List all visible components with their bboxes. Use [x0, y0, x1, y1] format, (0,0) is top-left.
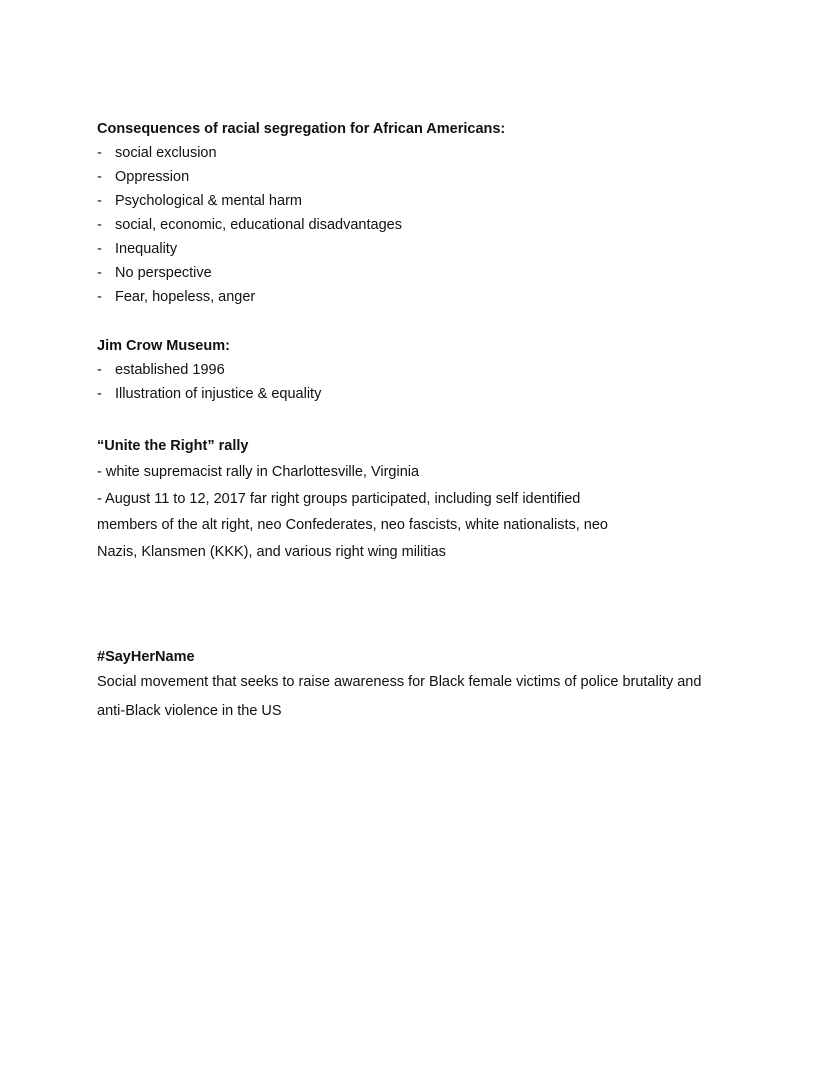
paragraph-line: Nazis, Klansmen (KKK), and various right wing militias — [97, 543, 446, 560]
dash-bullet: - — [97, 169, 102, 185]
dash-bullet: - — [97, 217, 102, 233]
dash-bullet: - — [97, 386, 102, 402]
paragraph-line: Social movement that seeks to raise awareness for Black female victims of police brutality and — [97, 674, 702, 690]
list-item: - social exclusion — [97, 141, 757, 165]
jim-crow-section — [97, 336, 757, 406]
unite-the-right-heading: “Unite the Right” rally — [97, 438, 249, 454]
paragraph-line: - white supremacist rally in Charlottesville, Virginia — [97, 464, 420, 480]
consequences-section — [97, 119, 757, 309]
dash-bullet: - — [97, 265, 102, 281]
say-her-name-heading: #SayHerName — [97, 649, 195, 665]
unite-the-right-section — [97, 436, 757, 565]
dash-bullet: - — [97, 145, 102, 161]
list-item: - Illustration of injustice & equality — [97, 382, 757, 406]
list-item: - Fear, hopeless, anger — [97, 285, 757, 309]
paragraph-line: anti-Black violence in the US — [97, 702, 282, 719]
list-item: - established 1996 — [97, 358, 757, 382]
dash-bullet: - — [97, 193, 102, 209]
list-item: - Inequality — [97, 237, 757, 261]
list-item: - No perspective — [97, 261, 757, 285]
dash-bullet: - — [97, 289, 102, 305]
say-her-name-section — [97, 647, 757, 724]
dash-bullet: - — [97, 362, 102, 378]
dash-bullet: - — [97, 241, 102, 257]
consequences-heading: Consequences of racial segregation for African Americans: — [97, 121, 506, 137]
list-item: - Psychological & mental harm — [97, 189, 757, 213]
jim-crow-heading: Jim Crow Museum: — [97, 338, 230, 354]
paragraph-line: - August 11 to 12, 2017 far right groups participated, including self identified — [97, 490, 581, 507]
jim-crow-list — [97, 358, 757, 406]
paragraph-line: members of the alt right, neo Confederates, neo fascists, white nationalists, neo — [97, 517, 608, 533]
consequences-list — [97, 141, 757, 309]
list-item: - social, economic, educational disadvantages — [97, 213, 757, 237]
list-item: - Oppression — [97, 165, 757, 189]
